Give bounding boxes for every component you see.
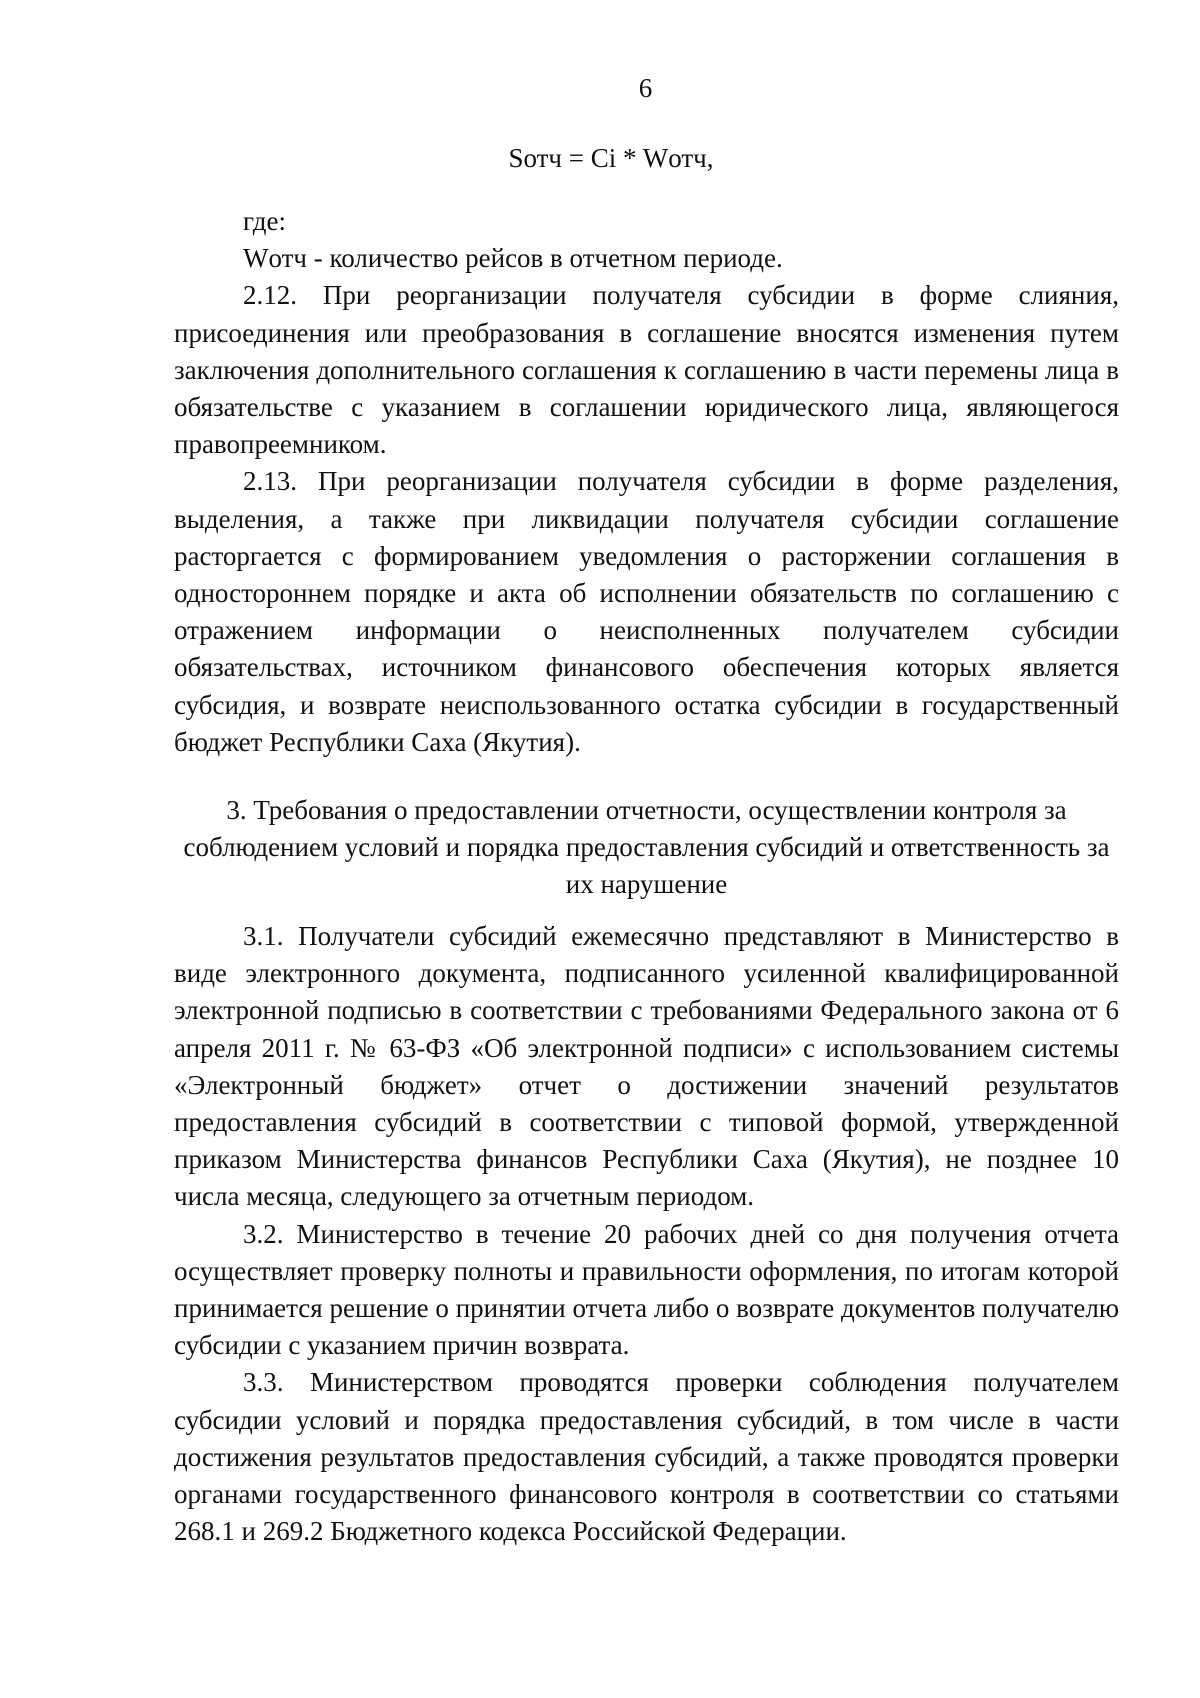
section-title: 3. Требования о предоставлении отчетности, осуществлении контроля за соблюдением условий и порядка предоставления субсидий и ответственность за их нарушение	[183, 795, 1110, 899]
where-label: где:	[243, 206, 286, 236]
w-definition: Wотч - количество рейсов в отчетном периоде.	[243, 243, 783, 274]
page-number: 6	[638, 73, 653, 103]
paragraph-3-1: 3.1. Получатели субсидий ежемесячно представляют в Министерство в виде электронного документа, подписанного усиленной квалифицированной электронной подписью в соответствии с требованиями Федерального закона от 6 апреля 2011 г. № 63-ФЗ «Об электронной подписи» с использованием системы «Электронный бюджет» отчет о достижении значений результатов предоставления субсидий в соответствии с типовой формой, утвержденной приказом Министерства финансов Республики Саха (Якутия), не позднее 10 числа месяца, следующего за отчетным периодом.	[174, 921, 1119, 1212]
formula: Sотч = Ci * Wотч,	[508, 143, 714, 173]
paragraph-3-3: 3.3. Министерством проводятся проверки соблюдения получателем субсидии условий и порядка предоставления субсидий, в том числе в части достижения результатов предоставления субсидий, а также проводятся проверки органами государственного финансового контроля в соответствии со статьями 268.1 и 269.2 Бюджетного кодекса Российской Федерации.	[174, 1367, 1119, 1547]
paragraph-2-13: 2.13. При реорганизации получателя субсидии в форме разделения, выделения, а также при ликвидации получателя субсидии соглашение расторгается с формированием уведомления о расторжении соглашения в одностороннем порядке и акта об исполнении обязательств по соглашению с отражением информации о неисполненных получателем субсидии обязательствах, источником финансового обеспечения которых является субсидия, и возврате неиспользованного остатка субсидии в государственный бюджет Республики Саха (Якутия).	[174, 466, 1119, 757]
section-3-body	[174, 918, 1119, 1550]
paragraph-3-2: 3.2. Министерство в течение 20 рабочих дней со дня получения отчета осуществляет проверку полноты и правильности оформления, по итогам которой принимается решение о принятии отчета либо о возврате документов получателю субсидии с указанием причин возврата.	[174, 1218, 1119, 1361]
definitions-block	[174, 203, 1119, 761]
paragraph-2-12: 2.12. При реорганизации получателя субсидии в форме слияния, присоединения или преобразования в соглашение вносятся изменения путем заключения дополнительного соглашения к соглашению в части перемены лица в обязательстве с указанием в соглашении юридического лица, являющегося правопреемником.	[174, 280, 1119, 460]
